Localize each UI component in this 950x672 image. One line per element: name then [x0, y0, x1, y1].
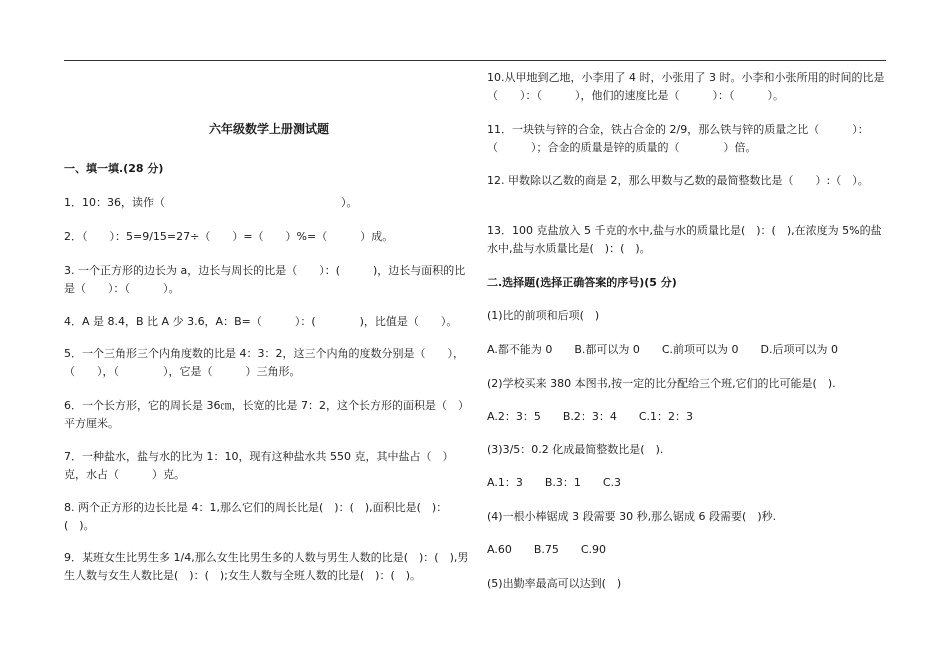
section-1-heading: 一、填一填.(28 分)	[64, 162, 164, 175]
choice-options-3: A.1：3 B.3：1 C.3	[487, 476, 622, 489]
question-9: 9．某班女生比男生多 1/4,那么女生比男生多的人数与男生人数的比是( )：( ),男生人数与女生人数比是( )：( );女生人数与全班人数的比是( )：( )。	[64, 551, 469, 582]
question-6: 6．一个长方形，它的周长是 36㎝，长宽的比是 7：2，这个长方形的面积是（ ）平方厘米。	[64, 399, 469, 430]
question-13: 13．100 克盐放入 5 千克的水中,盐与水的质量比是( )：( ),在浓度为 5%的盐水中,盐与水质量比是( )：( )。	[487, 224, 882, 255]
question-8: 8. 两个正方形的边长比是 4：1,那么它们的周长比是( )：( ),面积比是( )：( )。	[64, 501, 448, 532]
question-1: 1．10：36，读作（ ）。	[64, 196, 358, 209]
section-2-heading: 二.选择题(选择正确答案的序号)(5 分)	[487, 276, 677, 289]
choice-question-4: (4)一根小棒锯成 3 段需要 30 秒,那么锯成 6 段需要( )秒.	[487, 510, 777, 523]
question-3: 3. 一个正方形的边长为 a，边长与周长的比是（ ）：( )，边长与面积的比是（ ）：（ ）。	[64, 264, 466, 295]
choice-question-5: (5)出勤率最高可以达到( )	[487, 577, 622, 590]
question-2: 2．（ ）：5=9/15=27÷（ ）=（ ）%=（ ）成。	[64, 230, 394, 243]
choice-question-3: (3)3/5：0.2 化成最简整数比是( ).	[487, 443, 664, 456]
choice-options-4: A.60 B.75 C.90	[487, 543, 607, 556]
question-5: 5．一个三角形三个内角度数的比是 4：3：2，这三个内角的度数分别是（ ），（ ），（ ），它是（ ）三角形。	[64, 347, 464, 378]
question-4: 4．A 是 8.4，B 比 A 少 3.6，A：B=（ ）：( )，比值是（ ）。	[64, 315, 458, 328]
page-title: 六年级数学上册测试题	[208, 122, 329, 136]
choice-options-1: A.都不能为 0 B.都可以为 0 C.前项可以为 0 D.后项可以为 0	[487, 343, 838, 356]
question-12: 12. 甲数除以乙数的商是 2，那么甲数与乙数的最简整数比是（ ）:（ ）。	[487, 174, 869, 187]
question-11: 11．一块铁与锌的合金，铁占合金的 2/9，那么铁与锌的质量之比（ ）：（ ）；合金的质量是锌的质量的（ ）倍。	[487, 123, 869, 154]
choice-options-2: A.2：3：5 B.2：3：4 C.1：2：3	[487, 410, 694, 423]
choice-question-2: (2)学校买来 380 本图书,按一定的比分配给三个班,它们的比可能是( ).	[487, 377, 836, 390]
choice-question-1: (1)比的前项和后项( )	[487, 309, 600, 322]
header-rule	[64, 60, 886, 61]
question-10: 10.从甲地到乙地，小李用了 4 时，小张用了 3 时。小李和小张所用的时间的比是（ ）：（ ），他们的速度比是（ ）：（ ）。	[487, 71, 885, 102]
question-7: 7．一种盐水，盐与水的比为 1：10，现有这种盐水共 550 克，其中盐占（ ）克，水占（ ）克。	[64, 450, 454, 481]
